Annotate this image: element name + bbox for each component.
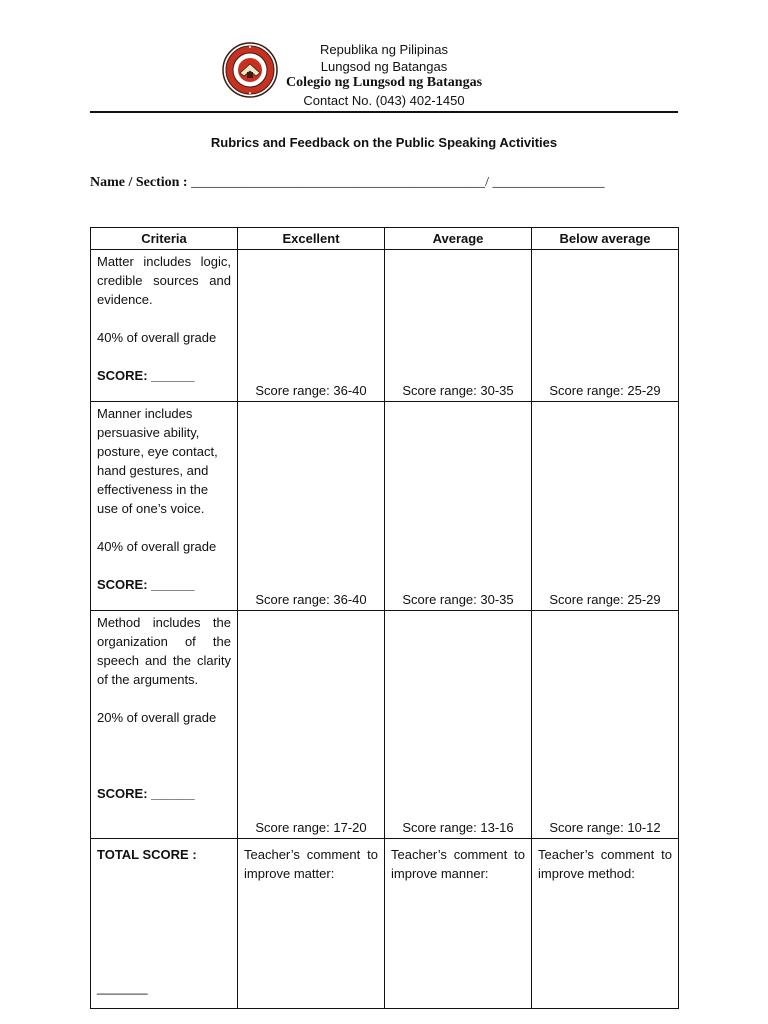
criteria-weight: 40% of overall grade — [97, 330, 217, 345]
score-range-excellent: Score range: 36-40 — [238, 250, 385, 402]
contact-line: Contact No. (043) 402-1450 — [303, 93, 465, 108]
criteria-text: Manner includes persuasive ability, posture, eye contact, hand gestures, and effectiveness in the use of one’s voice. — [97, 406, 218, 516]
criteria-text: Matter includes logic, credible sources and evidence. — [97, 254, 231, 307]
table-row-total — [91, 839, 679, 1009]
comment-manner-label: Teacher’s comment to improve manner: — [391, 847, 525, 881]
score-range-average: Score range: 30-35 — [385, 250, 532, 402]
comment-matter-label: Teacher’s comment to improve matter: — [244, 847, 378, 881]
table-row-matter — [91, 250, 679, 402]
score-range-excellent: Score range: 17-20 — [238, 611, 385, 839]
total-score-cell — [91, 839, 238, 1009]
criteria-cell — [91, 250, 238, 402]
school-name: Colegio ng Lungsod ng Batangas — [285, 75, 483, 90]
score-range-average: Score range: 13-16 — [385, 611, 532, 839]
name-section-field[interactable] — [90, 175, 604, 191]
header-average: Average — [385, 228, 532, 250]
score-range-average: Score range: 30-35 — [385, 402, 532, 611]
table-row-manner — [91, 402, 679, 611]
comment-manner-cell[interactable] — [385, 839, 532, 1009]
criteria-weight: 20% of overall grade — [97, 710, 217, 725]
comment-matter-cell[interactable] — [238, 839, 385, 1009]
header-below-average: Below average — [532, 228, 679, 250]
document-title: Rubrics and Feedback on the Public Speaking Activities — [210, 135, 558, 150]
score-blank[interactable]: SCORE: ______ — [97, 786, 195, 801]
header-divider — [90, 111, 678, 113]
letterhead-text — [270, 40, 498, 110]
score-range-excellent: Score range: 36-40 — [238, 402, 385, 611]
rubric-table — [90, 227, 679, 1009]
criteria-cell — [91, 611, 238, 839]
criteria-cell — [91, 402, 238, 611]
score-blank[interactable]: SCORE: ______ — [97, 368, 195, 383]
score-blank[interactable]: SCORE: ______ — [97, 577, 195, 592]
comment-method-label: Teacher’s comment to improve method: — [538, 847, 672, 881]
score-range-below-average: Score range: 25-29 — [532, 402, 679, 611]
letterhead — [0, 40, 768, 110]
criteria-weight: 40% of overall grade — [97, 539, 217, 554]
score-range-below-average: Score range: 25-29 — [532, 250, 679, 402]
city-line: Lungsod ng Batangas — [320, 59, 448, 74]
header-criteria: Criteria — [91, 228, 238, 250]
total-score-label: TOTAL SCORE : — [97, 847, 197, 862]
total-score-blank[interactable]: _______ — [97, 980, 148, 995]
criteria-text: Method includes the organization of the speech and the clarity of the arguments. — [97, 615, 231, 687]
name-section-blank[interactable]: __________________________________________/ ________________ — [187, 175, 605, 190]
country-line: Republika ng Pilipinas — [320, 42, 448, 57]
name-section-label: Name / Section : — [90, 175, 188, 190]
score-range-below-average: Score range: 10-12 — [532, 611, 679, 839]
table-header-row — [91, 228, 679, 250]
header-excellent: Excellent — [238, 228, 385, 250]
comment-method-cell[interactable] — [532, 839, 679, 1009]
table-row-method — [91, 611, 679, 839]
